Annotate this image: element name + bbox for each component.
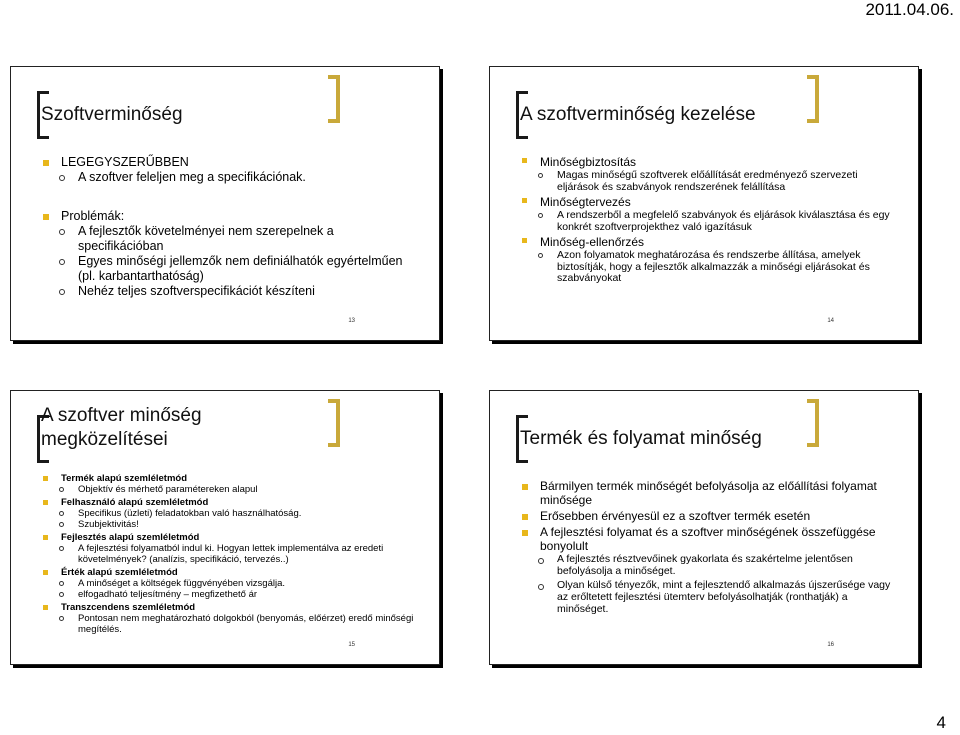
bullet-item: Bármilyen termék minőségét befolyásolja az előállítási folyamat minősége [520,479,900,507]
slide-title: A szoftver minőség megközelítései [41,405,202,450]
sub-bullet-item: A fejlesztők követelményei nem szerepelnek a specifikációban [41,224,421,254]
slide-title: Termék és folyamat minőség [520,428,762,449]
slide-number: 13 [348,318,355,324]
bullet-item: A fejlesztési folyamat és a szoftver minőségének összefüggése bonyolult [520,525,900,553]
circle-bullet-icon [538,253,543,258]
bullet-item: Termék alapú szemléletmód [41,473,421,484]
square-bullet-icon [43,160,49,166]
slide-number: 14 [827,318,834,324]
sub-bullet-item: Specifikus (üzleti) feladatokban való használhatóság. [41,508,421,519]
circle-bullet-icon [59,616,64,621]
square-bullet-icon [43,605,48,610]
sub-bullet-item: A fejlesztés résztvevőinek gyakorlata és szakértelme jelentősen befolyásolja a minőséget. [520,553,900,577]
circle-bullet-icon [59,581,64,586]
circle-bullet-icon [538,558,544,564]
bullet-item: Transzcendens szemléletmód [41,602,421,613]
circle-bullet-icon [538,173,543,178]
slide-title: A szoftverminőség kezelése [520,104,756,125]
circle-bullet-icon [59,522,64,527]
square-bullet-icon [43,570,48,575]
sub-bullet-item: Pontosan nem meghatározható dolgokból (benyomás, előérzet) eredő minőségi megítélés. [41,613,421,635]
square-bullet-icon [522,158,527,163]
square-bullet-icon [522,198,527,203]
sub-bullet-item: Egyes minőségi jellemzők nem definiálhatók egyértelműen (pl. karbantarthatóság) [41,254,421,284]
slide-body [41,155,421,299]
slide-number: 16 [827,642,834,648]
slide-number: 15 [348,642,355,648]
circle-bullet-icon [59,175,65,181]
slide-14 [489,66,919,341]
circle-bullet-icon [59,487,64,492]
page-number: 4 [936,713,946,732]
circle-bullet-icon [538,584,544,590]
circle-bullet-icon [59,229,65,235]
bullet-item: Érték alapú szemléletmód [41,567,421,578]
slide-body [520,479,900,615]
sub-bullet-item: A szoftver feleljen meg a specifikációnak. [41,170,421,185]
bullet-item: Problémák: [41,209,421,224]
sub-bullet-item: A minőséget a költségek függvényében vizsgálja. [41,578,421,589]
sub-bullet-item: Objektív és mérhető paramétereken alapul [41,484,421,495]
square-bullet-icon [43,535,48,540]
page-date: 2011.04.06. [865,0,954,19]
bullet-item: LEGEGYSZERŰBBEN [41,155,421,170]
circle-bullet-icon [59,546,64,551]
square-bullet-icon [522,484,528,490]
bullet-item: Minőség-ellenőrzés [520,235,900,250]
square-bullet-icon [522,514,528,520]
bullet-item: Minőségbiztosítás [520,155,900,170]
bullet-item: Erősebben érvényesül ez a szoftver termék esetén [520,509,900,523]
square-bullet-icon [43,500,48,505]
slide-16 [489,390,919,665]
square-bullet-icon [43,476,48,481]
sub-bullet-item: A fejlesztési folyamatból indul ki. Hogyan lettek implementálva az eredeti követelmények? (analízis, specifikáció, tervezés..) [41,543,421,565]
slide-15 [10,390,440,665]
slide-body [41,473,421,635]
circle-bullet-icon [59,289,65,295]
sub-bullet-item: A rendszerből a megfelelő szabványok és eljárások kiválasztása és egy konkrét szoftverprojekthez való igazításuk [520,210,900,233]
slide-body [520,155,900,285]
circle-bullet-icon [59,259,65,265]
circle-bullet-icon [538,213,543,218]
square-bullet-icon [43,214,49,220]
square-bullet-icon [522,530,528,536]
square-bullet-icon [522,238,527,243]
sub-bullet-item: Olyan külső tényezők, mint a fejlesztendő alkalmazás újszerűsége vagy az erőltetett fejlesztési ütemterv befolyásolhatják (ronthatják) a minőséget. [520,579,900,615]
slide-13 [10,66,440,341]
slide-title: Szoftverminőség [41,104,183,125]
bullet-item: Felhasználó alapú szemléletmód [41,497,421,508]
sub-bullet-item: Magas minőségű szoftverek előállítását eredményező szervezeti eljárások és szabványok rendszerének felállítása [520,170,900,193]
circle-bullet-icon [59,592,64,597]
sub-bullet-item: Nehéz teljes szoftverspecifikációt készíteni [41,284,421,299]
sub-bullet-item: Szubjektivitás! [41,519,421,530]
sub-bullet-item: elfogadható teljesítmény – megfizethető ár [41,589,421,600]
bullet-item: Minőségtervezés [520,195,900,210]
bullet-item: Fejlesztés alapú szemléletmód [41,532,421,543]
circle-bullet-icon [59,511,64,516]
sub-bullet-item: Azon folyamatok meghatározása és rendszerbe állítása, amelyek biztosítják, hogy a fejlesztők alkalmazzák a minőségi eljárásokat és szabványokat [520,250,900,285]
